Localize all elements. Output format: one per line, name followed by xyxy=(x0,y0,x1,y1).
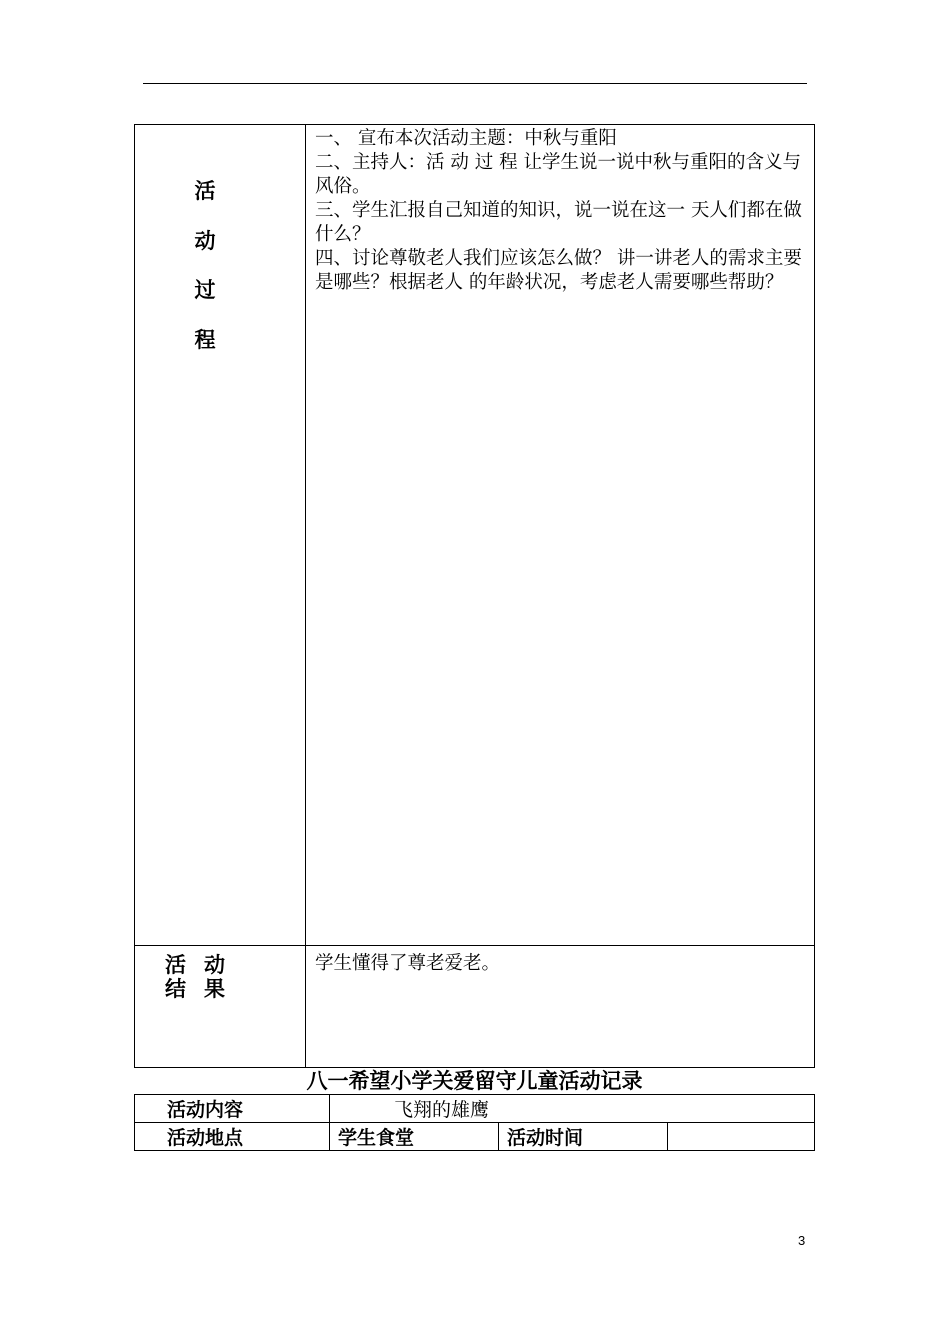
process-label-char: 过 xyxy=(194,278,216,302)
page-number: 3 xyxy=(798,1233,806,1248)
time-value xyxy=(668,1123,815,1151)
process-label-char: 活 xyxy=(194,179,216,203)
process-line: 四、讨论尊敬老人我们应该怎么做？ 讲一讲老人的需求主要是哪些？根据老人 的年龄状况，考虑老人需要哪些帮助？ xyxy=(315,248,802,293)
result-label-line2: 结果 xyxy=(165,977,243,1001)
content-label: 活动内容 xyxy=(135,1095,330,1123)
process-line: 一、 宣布本次活动主题：中秋与重阳 xyxy=(315,128,617,149)
record-title: 八一希望小学关爱留守儿童活动记录 xyxy=(306,1069,643,1093)
header-rule xyxy=(143,83,807,84)
table-row xyxy=(135,1095,815,1123)
activity-table xyxy=(134,124,815,1068)
content-value: 飞翔的雄鹰 xyxy=(330,1095,815,1123)
process-content xyxy=(315,127,809,295)
result-label-line1: 活动 xyxy=(165,953,243,977)
process-line: 二、主持人：活 动 过 程 让学生说一说中秋与重阳的含义与风俗。 xyxy=(315,152,802,197)
table-row xyxy=(135,1123,815,1151)
process-label-char: 程 xyxy=(194,328,216,352)
record-table xyxy=(134,1094,815,1151)
column-divider xyxy=(305,125,306,1067)
process-label-char: 动 xyxy=(194,229,216,253)
place-value: 学生食堂 xyxy=(330,1123,499,1151)
process-line: 三、学生汇报自己知道的知识，说一说在这一 天人们都在做什么？ xyxy=(315,200,802,245)
row-divider xyxy=(135,945,814,946)
result-text: 学生懂得了尊老爱老。 xyxy=(315,953,501,974)
time-label: 活动时间 xyxy=(499,1123,668,1151)
place-label: 活动地点 xyxy=(135,1123,330,1151)
